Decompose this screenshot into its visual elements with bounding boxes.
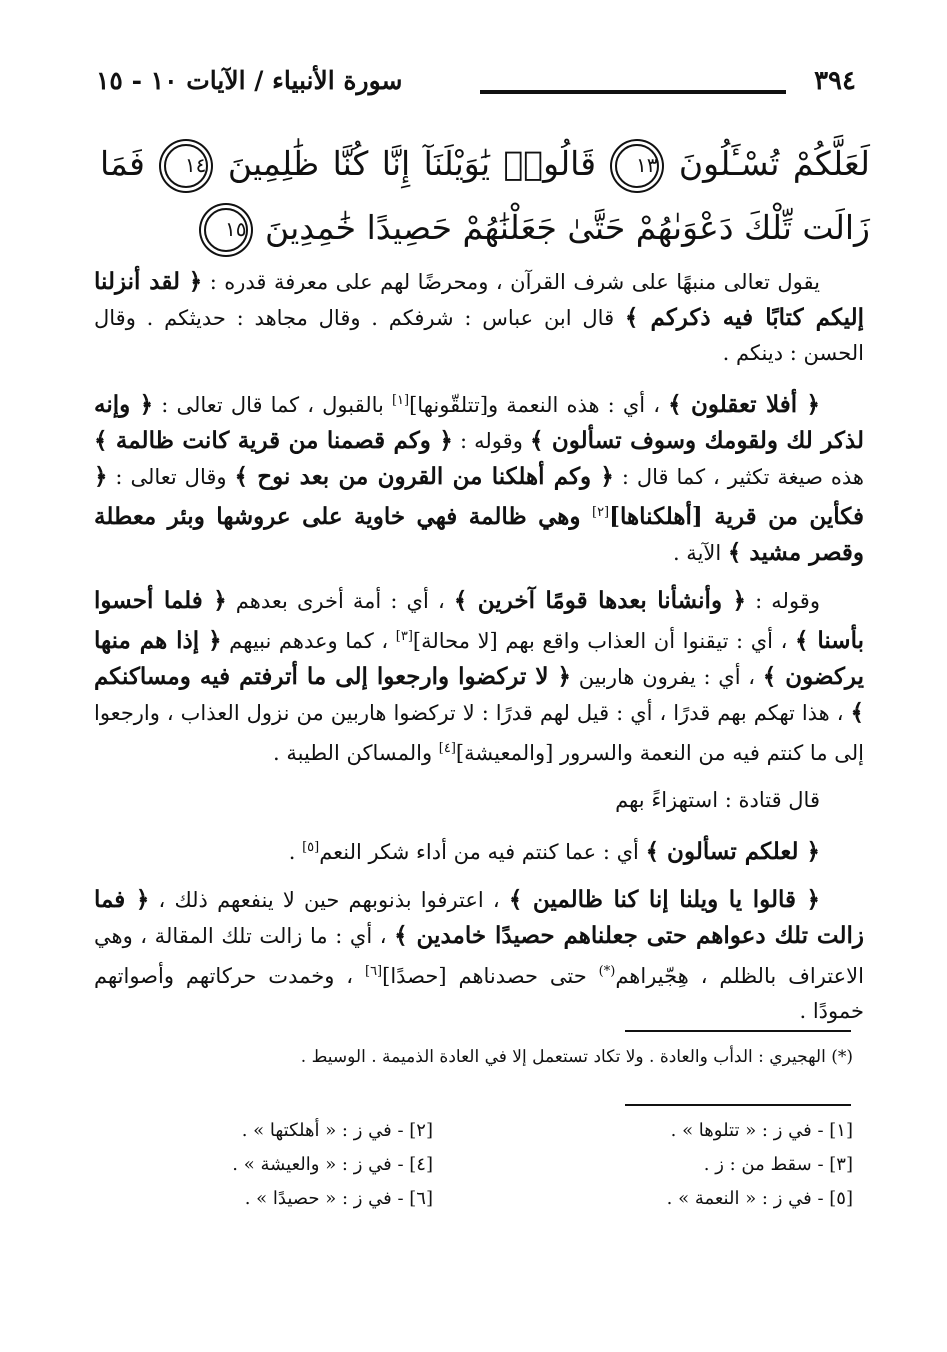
- paragraph: [94, 830, 864, 870]
- text: ، أي : هذه النعمة و[تتلقّونها]: [409, 393, 669, 417]
- footnote-ref: [٣]: [395, 629, 413, 644]
- reference-item: [٥] - في ز : « النعمة » .: [666, 1188, 853, 1209]
- reference-item: [١] - في ز : « تتلوها » .: [670, 1120, 853, 1141]
- verse-text: قَالُوا۟ يَٰوَيْلَنَآ إِنَّا كُنَّا ظَٰلِمِينَ: [227, 144, 597, 183]
- reference-row: [93, 1120, 853, 1154]
- quoted-verse: ﴿ فلما أحسوا بأسنا ﴾: [94, 587, 864, 654]
- footnote-ref: [١]: [391, 393, 410, 408]
- footnote-ref: [٢]: [591, 505, 610, 520]
- quoted-verse: ﴿ وإنه لذكر لك ولقومك وسوف تسألون ﴾: [94, 391, 864, 454]
- verse-number-marker: ١٣: [615, 144, 659, 188]
- quoted-verse: ﴿ لقد أنزلنا إليكم كتابًا فيه ذكركم ﴾: [94, 268, 864, 331]
- text: ، هذا تهكم بهم قدرًا ، أي : قيل لهم قدرًا : لا تركضوا هاربين من نزول العذاب ، وارجعوا إلى ما كنتم فيه من النعمة والسرور [والمعيشة]: [94, 701, 864, 765]
- paragraph: [94, 783, 864, 818]
- footnote-ref: (*): [598, 964, 616, 979]
- verse-text: لَعَلَّكُمْ تُسْـَٔلُونَ: [678, 144, 870, 183]
- reference-item: [٦] - في ز : « حصيدًا » .: [244, 1188, 433, 1209]
- references-rule: [625, 1104, 851, 1106]
- text: والمساكن الطيبة .: [273, 741, 439, 765]
- reference-item: [٢] - في ز : « أهلكتها » .: [241, 1120, 433, 1141]
- text: يقول تعالى منبهًا على شرف القرآن ، ومحرضًا لهم على معرفة قدره :: [202, 270, 820, 294]
- running-title: سورة الأنبياء / الآيات ١٠ - ١٥: [96, 66, 403, 95]
- text: قال قتادة : استهزاءً بهم: [615, 788, 820, 812]
- footnote-ref: [٥]: [302, 840, 320, 855]
- verse-number-marker: ١٥: [204, 208, 248, 252]
- text: ، أي : ما زالت تلك المقالة ، وهي الاعتراف بالظلم ، هِجّيراهم: [94, 924, 864, 988]
- text: وقال تعالى :: [107, 465, 235, 489]
- text: قال ابن عباس : شرفكم . وقال مجاهد : حديثكم . وقال الحسن : دينكم .: [94, 306, 864, 365]
- text: بالقبول ، كما قال تعالى :: [153, 393, 392, 417]
- footnote-ref: [٤]: [438, 741, 456, 756]
- quoted-verse: ﴿ وكم قصمنا من قرية كانت ظالمة ﴾: [94, 427, 453, 454]
- text: ، أي : أمة أخرى بعدهم: [226, 589, 454, 613]
- quoted-verse: ﴿ فما زالت تلك دعواهم حتى جعلناهم حصيدًا خامدين ﴾: [94, 886, 864, 949]
- text: ، اعترفوا بذنوبهم حين لا ينفعهم ذلك ،: [149, 888, 509, 912]
- text: حتى حصدناهم [حصدًا]: [382, 964, 599, 988]
- text: وقوله :: [745, 589, 820, 613]
- reference-item: [٤] - في ز : « والعيشة » .: [232, 1154, 433, 1175]
- reference-item: [٣] - سقط من : ز .: [703, 1154, 853, 1175]
- references: [93, 1120, 853, 1222]
- text: ، كما وعدهم نبيهم: [221, 629, 396, 653]
- page-number: ٣٩٤: [814, 66, 856, 96]
- paragraph: [94, 882, 864, 1029]
- commentary-body: [94, 264, 864, 1041]
- text: الآية .: [672, 541, 728, 565]
- quoted-verse: ﴿ لا تركضوا وارجعوا إلى ما أترفتم فيه ومساكنكم ﴾: [94, 663, 864, 726]
- quoted-verse: ﴿ فكأين من قرية [أهلكناها]: [94, 463, 864, 530]
- verse-number-marker: ١٤: [164, 144, 208, 188]
- reference-row: [93, 1154, 853, 1188]
- quoted-verse: ﴿ إذا هم منها يركضون ﴾: [94, 627, 864, 690]
- text: هذه صيغة تكثير ، كما قال :: [613, 465, 864, 489]
- text: ، أي : تيقنوا أن العذاب واقع بهم [لا محالة]: [412, 629, 795, 653]
- text: أي : عما كنتم فيه من أداء شكر النعم: [319, 840, 646, 864]
- quoted-verse: وهي ظالمة فهي خاوية على عروشها وبئر معطلة وقصر مشيد ﴾: [94, 503, 864, 566]
- header-rule: [480, 90, 786, 94]
- quoted-verse: ﴿ قالوا يا ويلنا إنا كنا ظالمين ﴾: [508, 886, 820, 913]
- footnote-rule: [625, 1030, 851, 1032]
- text: وقوله :: [452, 429, 530, 453]
- text: ، وخمدت حركاتهم وأصواتهم خمودًا .: [94, 964, 864, 1023]
- paragraph: [94, 264, 864, 371]
- verse-text: فَمَا زَالَت تِّلْكَ دَعْوَىٰهُمْ حَتَّىٰ جَعَلْنَٰهُمْ حَصِيدًا خَٰمِدِينَ: [100, 144, 870, 247]
- text: ، أي : يفرون هاربين: [571, 665, 763, 689]
- quoted-verse: ﴿ وكم أهلكنا من القرون من بعد نوح ﴾: [234, 463, 614, 490]
- quoted-verse: ﴿ لعلكم تسألون ﴾: [645, 838, 820, 865]
- quoted-verse: ﴿ وأنشأنا بعدها قومًا آخرين ﴾: [453, 587, 746, 614]
- footnote-ref: [٦]: [364, 964, 383, 979]
- paragraph: [94, 583, 864, 771]
- reference-row: [93, 1188, 853, 1222]
- quran-verse: [100, 132, 870, 260]
- text: .: [288, 840, 303, 864]
- paragraph: [94, 383, 864, 571]
- footnote: (*) الهجيري : الدأب والعادة . ولا تكاد تستعمل إلا في العادة الذميمة . الوسيط .: [300, 1047, 853, 1067]
- quoted-verse: ﴿ أفلا تعقلون ﴾: [668, 391, 821, 418]
- page-header: [96, 62, 856, 106]
